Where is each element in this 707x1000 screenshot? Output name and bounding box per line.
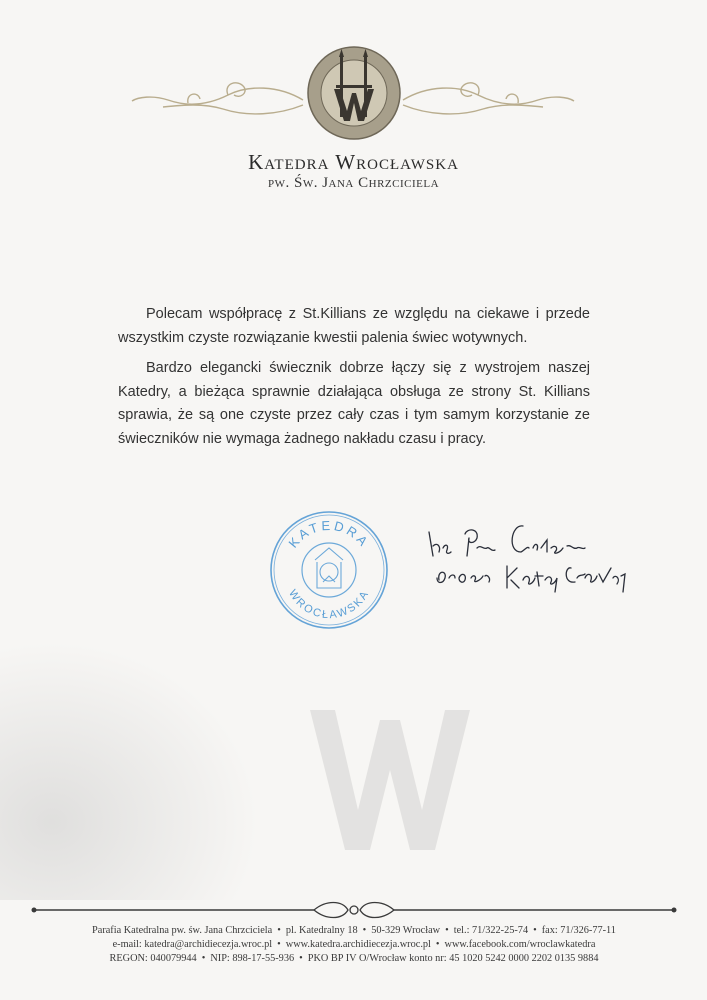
footer-contact xyxy=(30,924,678,966)
footer-bank-account: PKO BP IV O/Wrocław konto nr: 45 1020 5242 0000 2202 0135 9884 xyxy=(307,953,599,964)
stamp-top-text: KATEDRA xyxy=(285,517,373,551)
footer-fax: fax: 71/326-77-11 xyxy=(541,925,616,936)
footer-row-registry: REGON: 040079944 • NIP: 898-17-55-936 • PKO BP IV O/Wrocław konto nr: 45 1020 5242 0000 2202 0135 9884 xyxy=(109,953,599,964)
footer-divider xyxy=(30,900,678,920)
footer-email: e-mail: katedra@archidiecezja.wroc.pl xyxy=(112,939,273,950)
footer-phone: tel.: 71/322-25-74 xyxy=(453,925,529,936)
parish-stamp xyxy=(267,508,391,632)
letter-paragraph: Bardzo elegancki świecznik dobrze łączy się z wystrojem naszej Katedry, a bieżąca sprawnie działająca obsługa ze strony St. Killians sprawia, że są one czyste przez cały czas i tym samym korzystanie ze świeczników nie wymaga żadnego nakładu czasu i pracy. xyxy=(118,360,590,447)
watermark-logo xyxy=(300,700,480,860)
footer-street: pl. Katedralny 18 xyxy=(285,925,358,936)
stamp-bottom-text: WROCŁAWSKA xyxy=(286,587,372,622)
cathedral-crest-logo xyxy=(306,45,402,141)
footer-facebook: www.facebook.com/wroclawkatedra xyxy=(444,939,596,950)
handwritten-signature xyxy=(425,518,635,598)
organization-name: Katedra Wrocławska xyxy=(248,150,459,174)
svg-text:KATEDRA xyxy=(285,518,372,551)
footer-row-web: e-mail: katedra@archidiecezja.wroc.pl • www.katedra.archidiecezja.wroc.pl • www.facebook.com/wroclawkatedra xyxy=(112,939,596,950)
footer-website: www.katedra.archidiecezja.wroc.pl xyxy=(285,939,431,950)
organization-subtitle: pw. Św. Jana Chrzciciela xyxy=(267,175,440,191)
footer-row-address: Parafia Katedralna pw. św. Jana Chrzciciela • pl. Katedralny 18 • 50-329 Wrocław • tel.: 71/322-25-74 • fax: 71/326-77-11 xyxy=(92,925,616,936)
footer-parish: Parafia Katedralna pw. św. Jana Chrzciciela xyxy=(92,925,273,936)
letter-body xyxy=(118,303,590,458)
footer-nip: NIP: 898-17-55-936 xyxy=(210,953,295,964)
letter-paragraph: Polecam współpracę z St.Killians ze względu na ciekawe i przede wszystkim czyste rozwiązanie kwestii palenia świec wotywnych. xyxy=(118,306,590,346)
scan-shadow xyxy=(0,640,260,900)
footer-regon: REGON: 040079944 xyxy=(109,953,197,964)
footer-city: 50-329 Wrocław xyxy=(371,925,441,936)
